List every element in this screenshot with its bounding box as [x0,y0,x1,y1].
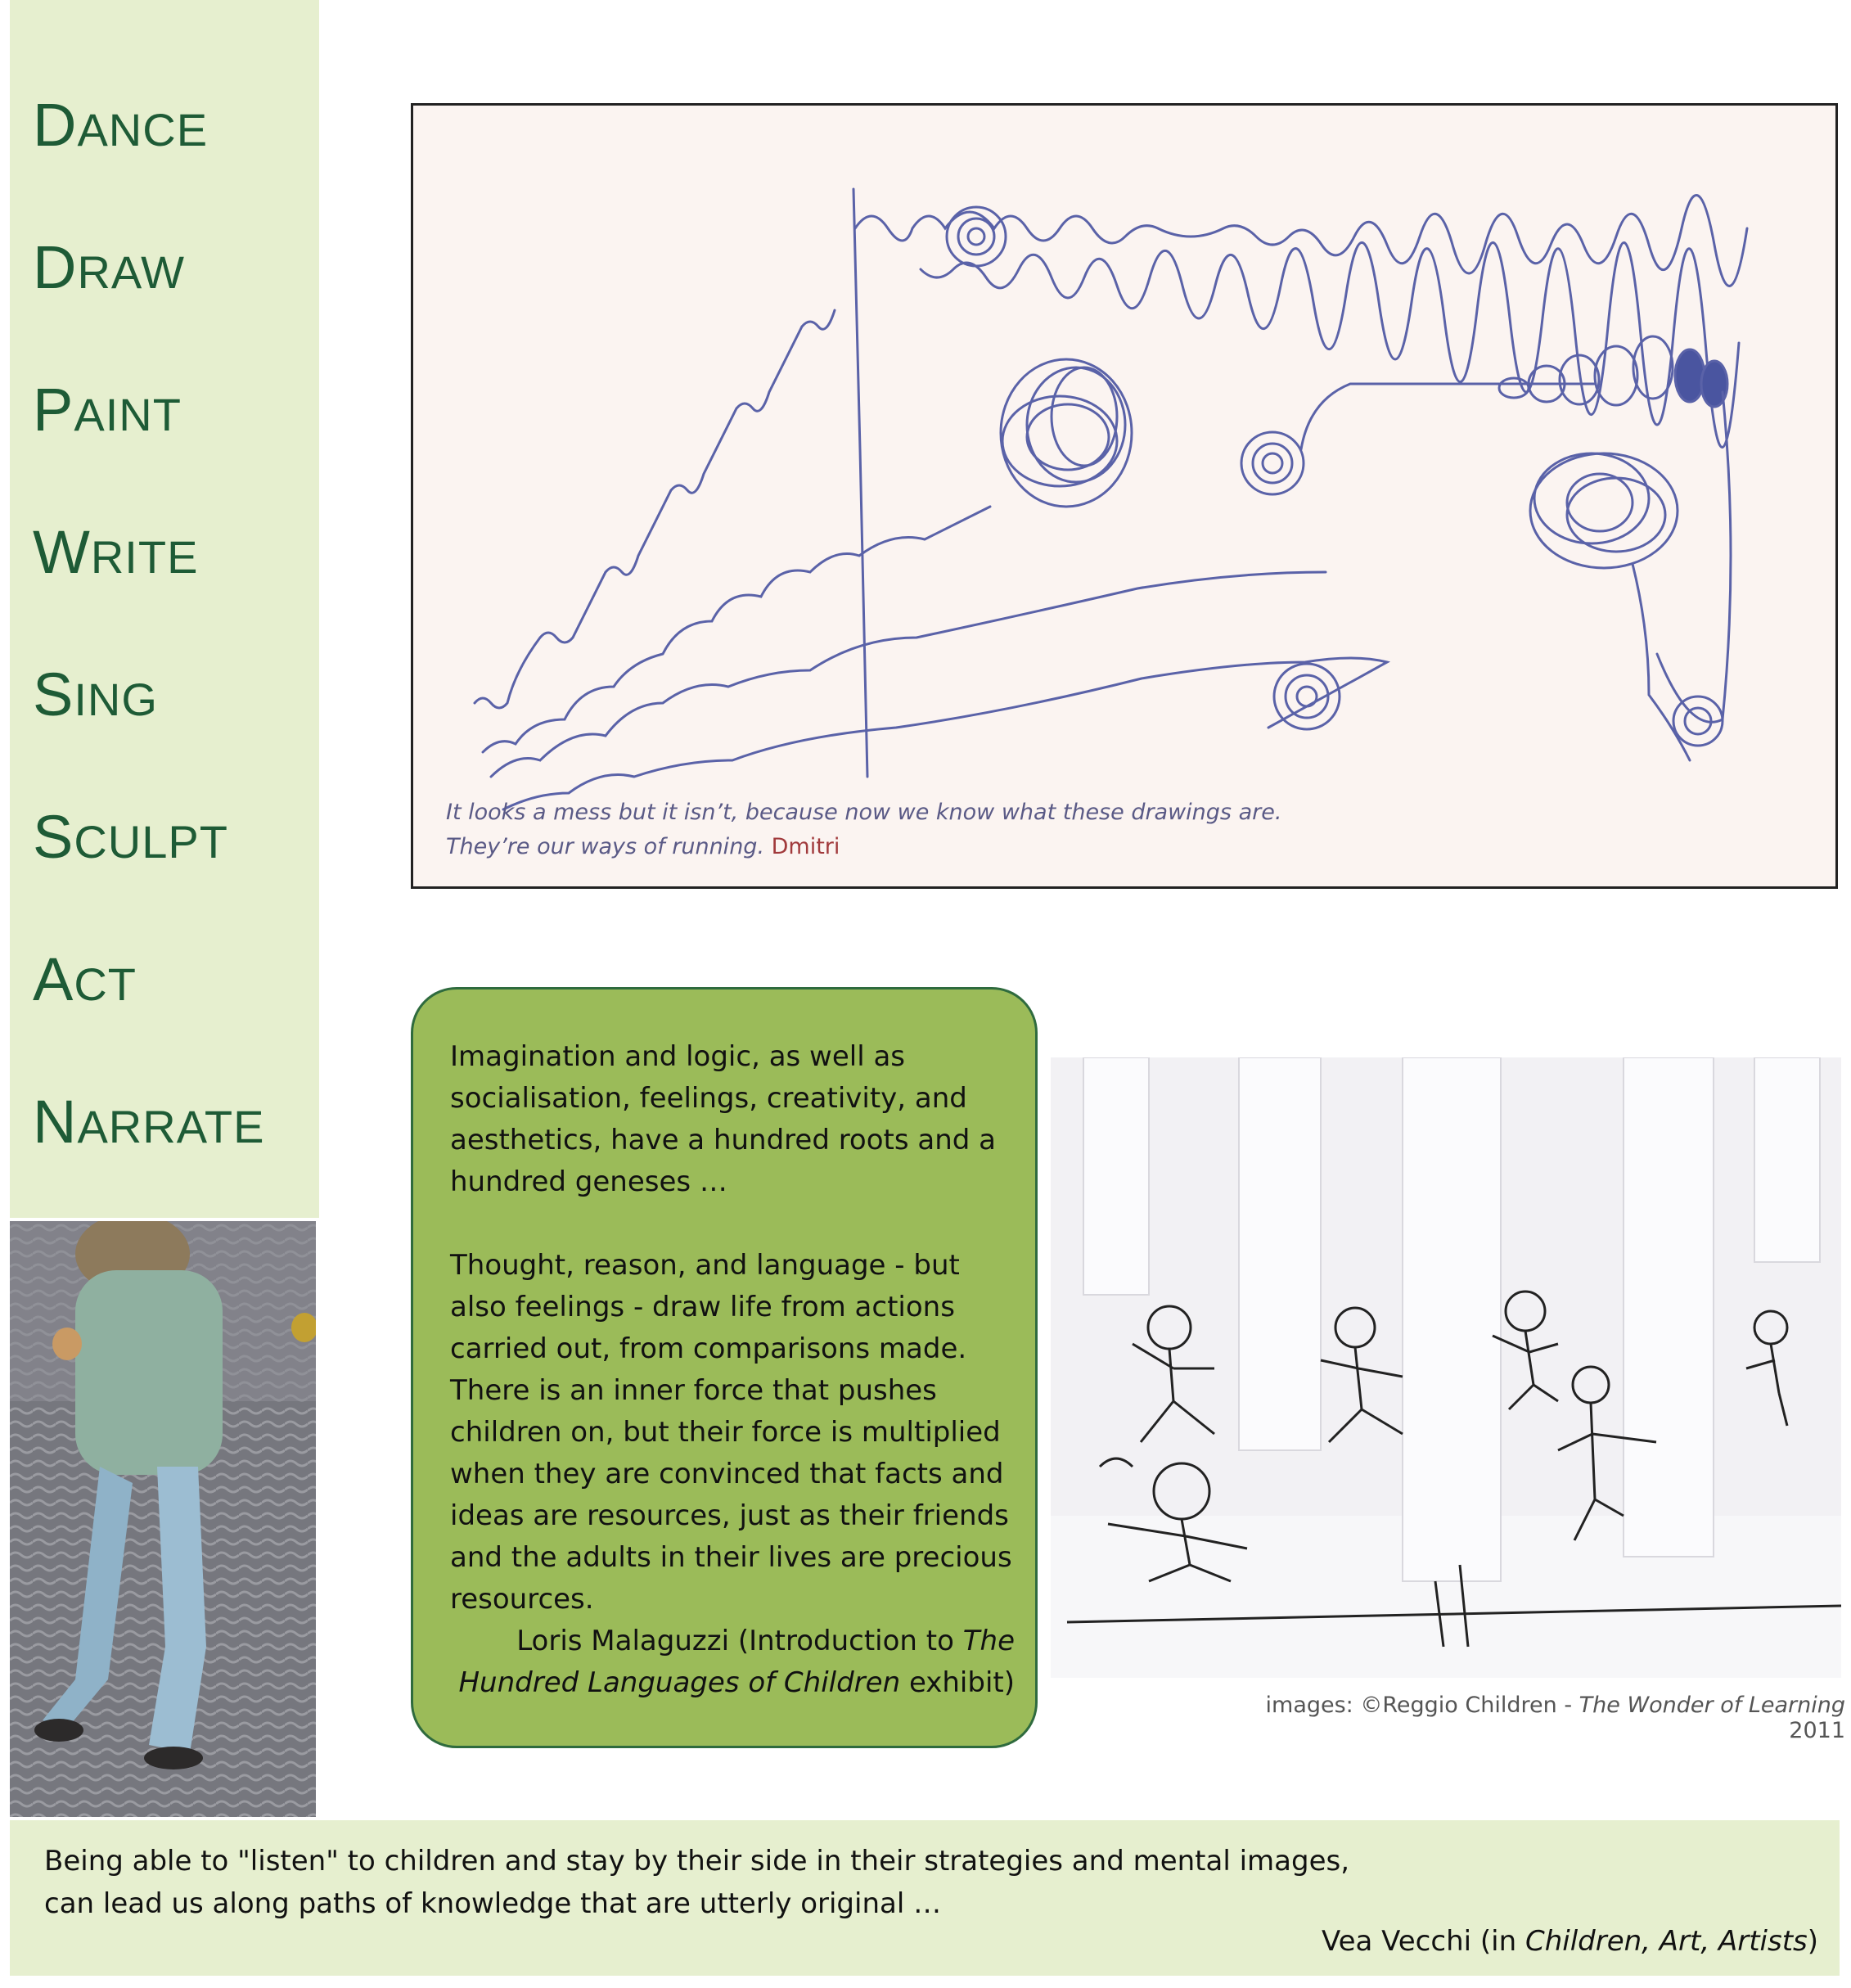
quote-spacer [450,1203,1023,1245]
sidebar-word-act: ACT [33,945,137,1013]
sidebar-word-draw: DRAW [33,233,186,301]
sidebar-word-paint: PAINT [33,376,182,444]
bottom-quote-line-1: Being able to "listen" to children and stay by their side in their strategies and mental images, [44,1845,1350,1878]
sidebar [10,0,319,1218]
bottom-quote-text [44,1840,1812,1925]
child-running-drawing [413,106,1840,891]
sidebar-word-dance: DANCE [33,91,209,159]
running-child-illustration [10,1221,316,1817]
bottom-quote-attribution: Vea Vecchi (in Children, Art, Artists) [1321,1925,1818,1958]
caption-author: Dmitri [771,834,840,859]
quote-attribution: Loris Malaguzzi (Introduction to The Hundred Languages of Children exhibit) [458,1625,1015,1699]
caption-line-2: They’re our ways of running. Dmitri [446,834,840,859]
running-child-photo [10,1221,316,1817]
paper-figures-illustration [1051,1057,1841,1678]
image-credit: images: ©Reggio Children - The Wonder of Learning 2011 [1265,1693,1845,1743]
quote-paragraph-2: Thought, reason, and language - but also feelings - draw life from actions carried out, from comparisons made. There is an inner force that pushes children on, but their force is multiplied when they are convinced that facts and ideas are resources, just as their friends and the adults in their lives are precious resources. [450,1249,1012,1616]
quote-text [450,1036,1023,1704]
drawing-caption [446,796,1428,864]
paper-columns-photo [1051,1057,1841,1678]
quote-paragraph-1: Imagination and logic, as well as socialisation, feelings, creativity, and aesthetics, have a hundred roots and a hundred geneses … [450,1040,997,1198]
sidebar-word-write: WRITE [33,518,199,586]
caption-line-1: It looks a mess but it isn’t, because now we know what these drawings are. [446,800,1282,825]
sidebar-word-sing: SING [33,660,158,728]
sidebar-word-narrate: NARRATE [33,1088,265,1156]
sidebar-word-sculpt: SCULPT [33,803,228,871]
child-drawing-frame [411,103,1838,889]
bottom-quote-line-2: can lead us along paths of knowledge that are utterly original … [44,1887,942,1920]
